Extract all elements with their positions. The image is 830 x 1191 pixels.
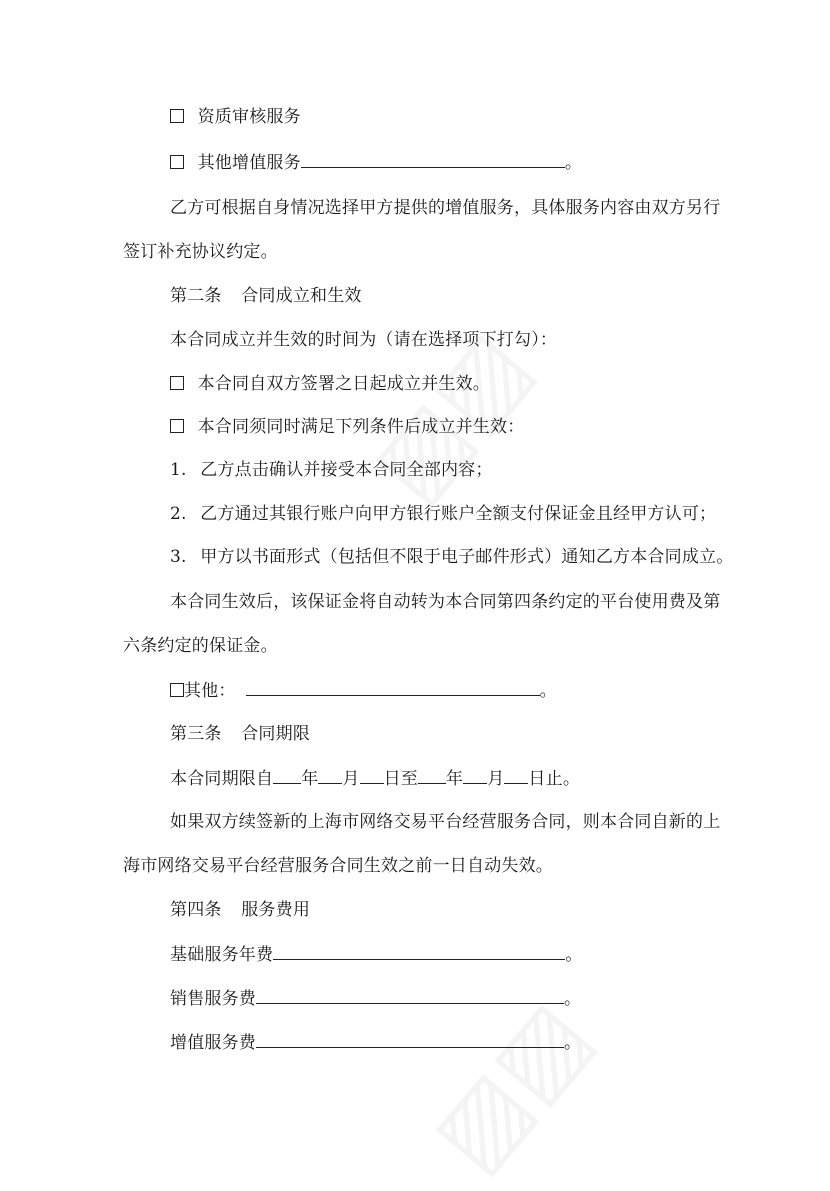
- checkbox-item-other-service: [170, 151, 582, 174]
- checkbox-icon[interactable]: [170, 109, 184, 123]
- item-text: 乙方通过其银行账户向甲方银行账户全额支付保证金且经甲方认可；: [200, 504, 717, 524]
- article-heading: [170, 723, 310, 745]
- paragraph-line: 签订补充协议约定。: [123, 242, 278, 262]
- paragraph-line: 乙方可根据自身情况选择甲方提供的增值服务，具体服务内容由双方另行: [170, 198, 721, 218]
- article-heading: [170, 285, 362, 307]
- month-label: 月: [342, 769, 360, 789]
- year-label: 年: [301, 769, 319, 789]
- item-text: 乙方点击确认并接受本合同全部内容；: [200, 460, 493, 480]
- checkbox-item-other: [170, 679, 557, 702]
- item-number: 3.: [170, 547, 187, 567]
- item-label: 其他增值服务: [197, 153, 301, 173]
- paragraph-line: 本合同成立并生效的时间为（请在选择项下打勾）：: [170, 330, 558, 350]
- period: 。: [565, 945, 583, 965]
- checkbox-item-sign: [170, 373, 490, 395]
- fee-line-sales: [170, 987, 581, 1010]
- numbered-item: [170, 546, 733, 568]
- blank-line[interactable]: [256, 1031, 564, 1048]
- article-heading: [170, 899, 310, 921]
- item-label: 本合同自双方签署之日起成立并生效。: [197, 374, 491, 394]
- paragraph-line: 六条约定的保证金。: [123, 636, 278, 656]
- blank-month-end[interactable]: [463, 767, 487, 784]
- article-number: 第四条: [170, 900, 222, 920]
- month-label: 月: [487, 769, 505, 789]
- watermark: [410, 981, 612, 1191]
- day-label: 日至: [383, 769, 419, 789]
- fee-label: 增值服务费: [170, 1033, 256, 1053]
- numbered-item: [170, 459, 493, 481]
- checkbox-item-conditions: [170, 416, 524, 438]
- article-title: 服务费用: [241, 900, 311, 920]
- blank-line[interactable]: [301, 151, 565, 168]
- article-number: 第三条: [170, 724, 222, 744]
- period: 。: [539, 681, 557, 701]
- item-label: 本合同须同时满足下列条件后成立并生效：: [197, 417, 525, 437]
- day-label: 日止。: [528, 769, 581, 789]
- item-label: 其他：: [184, 681, 236, 701]
- blank-year-end[interactable]: [418, 767, 446, 784]
- blank-line[interactable]: [246, 679, 540, 696]
- paragraph-line: 本合同生效后，该保证金将自动转为本合同第四条约定的平台使用费及第: [170, 592, 721, 612]
- item-number: 1.: [170, 460, 187, 480]
- term-label: 本合同期限自: [170, 769, 274, 789]
- contract-term-line: [170, 767, 580, 790]
- checkbox-item-qualification: [170, 106, 301, 128]
- checkbox-icon[interactable]: [170, 683, 184, 697]
- article-number: 第二条: [170, 286, 222, 306]
- paragraph-line: 如果双方续签新的上海市网络交易平台经营服务合同，则本合同自新的上: [170, 812, 721, 832]
- item-number: 2.: [170, 504, 187, 524]
- fee-line-value-added: [170, 1031, 581, 1054]
- period: 。: [564, 153, 583, 173]
- blank-year-start[interactable]: [273, 767, 301, 784]
- item-text: 甲方以书面形式（包括但不限于电子邮件形式）通知乙方本合同成立。: [200, 547, 734, 567]
- fee-label: 销售服务费: [170, 989, 256, 1009]
- blank-day-start[interactable]: [360, 767, 384, 784]
- blank-line[interactable]: [273, 943, 565, 960]
- article-title: 合同期限: [241, 724, 311, 744]
- year-label: 年: [446, 769, 464, 789]
- period: 。: [564, 989, 582, 1009]
- paragraph-line: 海市网络交易平台经营服务合同生效之前一日自动失效。: [123, 856, 553, 876]
- article-title: 合同成立和生效: [241, 286, 362, 306]
- checkbox-icon[interactable]: [170, 376, 184, 390]
- numbered-item: [170, 503, 716, 525]
- fee-line-basic: [170, 943, 582, 966]
- checkbox-icon[interactable]: [170, 419, 184, 433]
- fee-label: 基础服务年费: [170, 945, 274, 965]
- blank-line[interactable]: [256, 987, 564, 1004]
- blank-month-start[interactable]: [318, 767, 342, 784]
- period: 。: [564, 1033, 582, 1053]
- blank-day-end[interactable]: [504, 767, 528, 784]
- item-label: 资质审核服务: [197, 107, 301, 127]
- checkbox-icon[interactable]: [170, 155, 184, 169]
